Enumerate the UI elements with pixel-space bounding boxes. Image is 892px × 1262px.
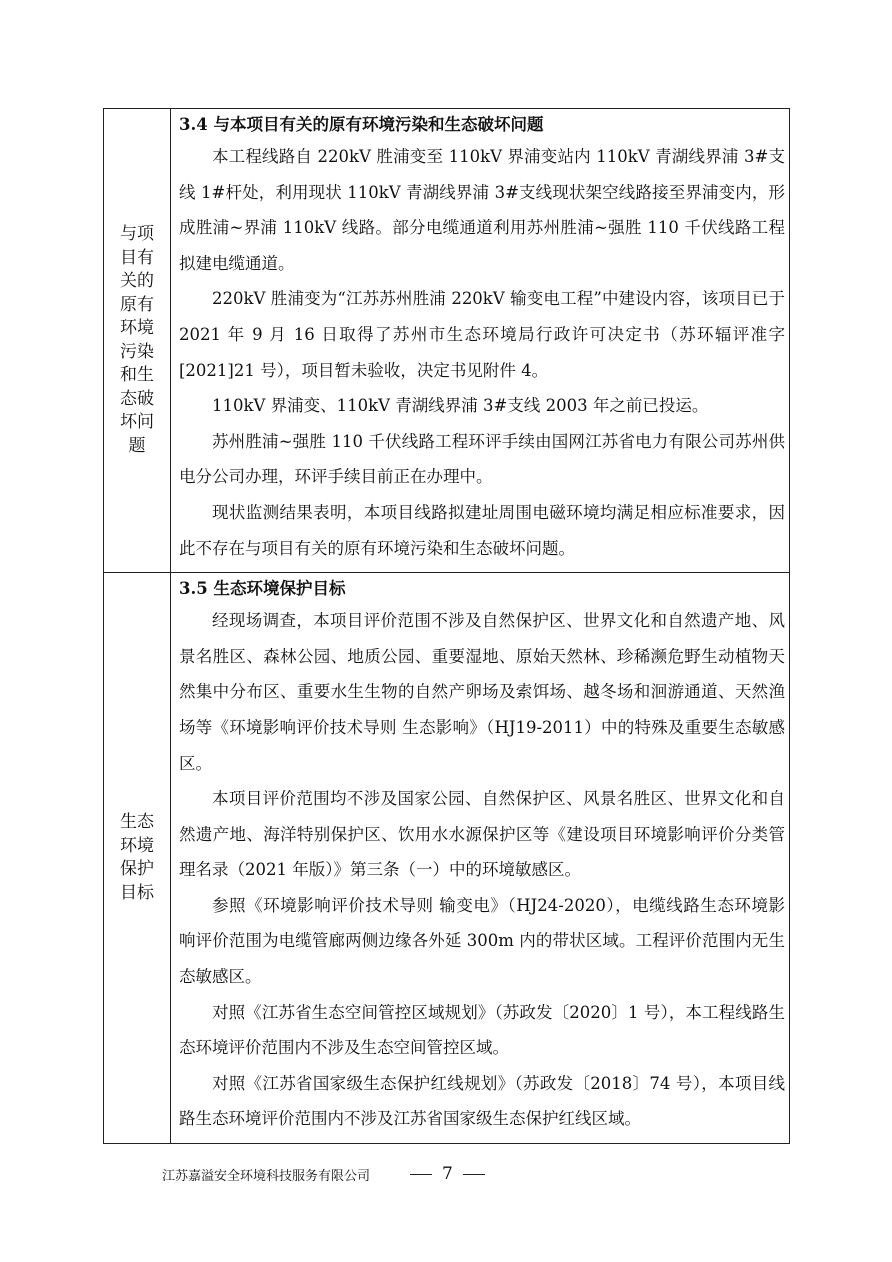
paragraph: 本工程线路自 220kV 胜浦变至 110kV 界浦变站内 110kV 青湖线界浦 3#支线 1#杆处，利用现状 110kV 青湖线界浦 3#支线现状架空线路接至界浦变内，形成胜浦~界浦 110kV 线路。部分电缆通道利用苏州胜浦~强胜 110 千伏线路工程拟建电缆通道。 [179,147,785,273]
paragraph: 经现场调查，本项目评价范围不涉及自然保护区、世界文化和自然遗产地、风景名胜区、森林公园、地质公园、重要湿地、原始天然林、珍稀濒危野生动植物天然集中分布区、重要水生生物的自然产卵场及索饵场、越冬场和洄游通道、天然渔场等《环境影响评价技术导则 生态影响》（HJ19-2011）中的特殊及重要生态敏感区。 [179,611,785,773]
label-line: 与项 [120,224,154,245]
label-line: 污染 [120,341,154,362]
table-row [104,573,790,1144]
paragraph: 参照《环境影响评价技术导则 输变电》（HJ24-2020），电缆线路生态环境影响评价范围为电缆管廊两侧边缘各外延 300m 内的带状区域。工程评价范围内无生态敏感区。 [179,895,785,987]
label-line: 环境 [120,835,154,856]
report-table [103,108,790,1144]
section-3-4-content [171,109,790,573]
label-line: 原有 [120,294,154,315]
paragraph: 110kV 界浦变、110kV 青湖线界浦 3#支线 2003 年之前已投运。 [212,396,709,416]
paragraph: 220kV 胜浦变为“江苏苏州胜浦 220kV 输变电工程”中建设内容，该项目已于 2021 年 9 月 16 日取得了苏州市生态环境局行政许可决定书（苏环辐评准字[2021]21 号），项目暂未验收，决定书见附件 4。 [179,289,785,380]
dash-left [410,1174,432,1175]
label-line: 目有 [120,247,154,268]
paragraph: 对照《江苏省生态空间管控区域规划》（苏政发〔2020〕1 号），本工程线路生态环境评价范围内不涉及生态空间管控区域。 [179,1002,785,1058]
label-line: 坏问 [120,412,154,433]
dash-right [463,1174,485,1175]
label-line: 环境 [120,318,154,339]
section-title: 3.4 与本项目有关的原有环境污染和生态破坏问题 [179,115,544,134]
paragraph: 对照《江苏省国家级生态保护红线规划》（苏政发〔2018〕74 号），本项目线路生态环境评价范围内不涉及江苏省国家级生态保护红线区域。 [179,1073,785,1129]
section-3-5-content [171,573,790,1144]
page-number [400,1164,495,1184]
label-line: 目标 [120,882,154,903]
section-title: 3.5 生态环境保护目标 [179,579,346,599]
label-line: 关的 [120,271,154,292]
page-number-value: 7 [442,1164,453,1184]
page-footer [162,1164,495,1184]
label-line: 题 [128,435,146,456]
paragraph: 现状监测结果表明，本项目线路拟建址周围电磁环境均满足相应标准要求，因此不存在与项目有关的原有环境污染和生态破坏问题。 [179,502,785,558]
footer-company: 江苏嘉溢安全环境科技服务有限公司 [162,1168,371,1184]
paragraph: 本项目评价范围均不涉及国家公园、自然保护区、风景名胜区、世界文化和自然遗产地、海洋特别保护区、饮用水水源保护区等《建设项目环境影响评价分类管理名录（2021 年版）》第三条（一）中的环境敏感区。 [179,789,785,880]
label-line: 生态 [120,812,154,833]
label-line: 态破 [120,388,154,409]
label-line: 保护 [120,859,154,880]
row-label-existing-pollution [104,109,171,573]
label-line: 和生 [120,365,154,386]
paragraph: 苏州胜浦~强胜 110 千伏线路工程环评手续由国网江苏省电力有限公司苏州供电分公司办理，环评手续目前正在办理中。 [179,431,785,487]
table-row [104,109,790,573]
row-label-eco-protection [104,573,171,1144]
